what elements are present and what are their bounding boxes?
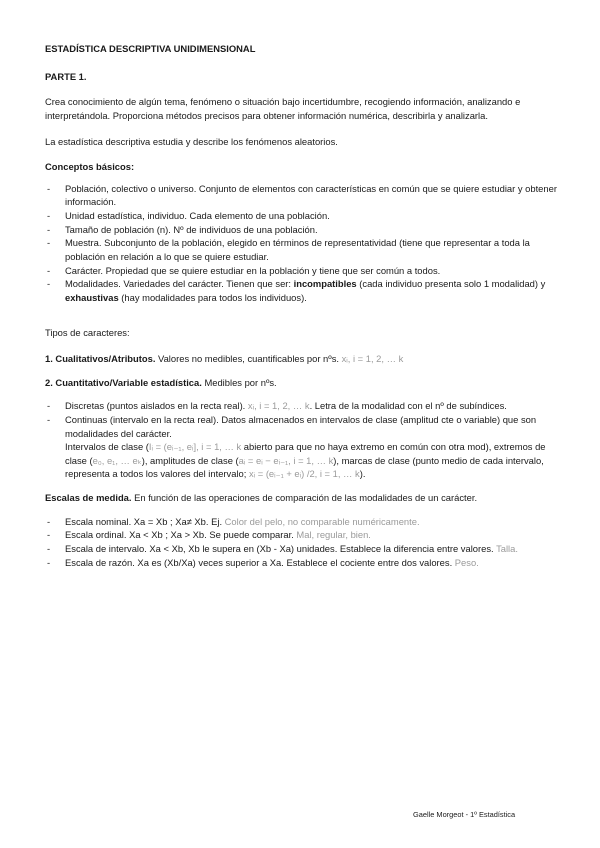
- modalidades-incompatibles: incompatibles: [293, 278, 357, 290]
- escala-ordinal-example: Mal, regular, bien.: [296, 529, 371, 541]
- list-item: - Población, colectivo o universo. Conjunto de elementos con características en común que se quiere estudiar y obtener información.: [45, 182, 565, 209]
- modalidades-text-c: (cada individuo presenta solo 1 modalidad) y: [356, 278, 546, 290]
- continuas-text-f: ).: [359, 468, 366, 480]
- conceptos-list: [45, 182, 565, 305]
- extremos-formula: e₀, e₁, … eₖ: [92, 454, 142, 466]
- escala-intervalo-text: Escala de intervalo. Xa < Xb, Xb le supera en (Xb - Xa) unidades. Establece la diferencia entre valores.: [65, 542, 497, 554]
- continuas-text-c: abierto para que no haya extremo en común con otra mod), extremos de clase (: [65, 441, 546, 466]
- conceptos-heading: Conceptos básicos:: [45, 161, 135, 173]
- discretas-text-b: . Letra de la modalidad con el nº de subíndices.: [309, 400, 507, 412]
- discretas-formula: xᵢ, i = 1, 2, … k: [247, 400, 310, 412]
- cuantitativo-label: 2. Cuantitativo/Variable estadística.: [45, 376, 202, 388]
- list-item: - Muestra. Subconjunto de la población, elegido en términos de representatividad (tiene que representar a toda la población en relación a lo que se quiere estudiar.: [45, 236, 565, 263]
- escalas-list: [45, 515, 565, 570]
- cualitativos-line: [45, 352, 565, 366]
- escala-intervalo-example: Talla.: [496, 542, 518, 554]
- discretas-text: Discretas (puntos aislados en la recta real).: [65, 400, 248, 412]
- amplitudes-formula: aᵢ = eᵢ − eᵢ₋₁, i = 1, … k: [238, 454, 334, 466]
- list-item: - Carácter. Propiedad que se quiere estudiar en la población y tiene que ser común a todos.: [45, 264, 565, 278]
- intro-paragraph-2: La estadística descriptiva estudia y describe los fenómenos aleatorios.: [45, 135, 338, 147]
- tipos-heading: Tipos de caracteres:: [45, 327, 130, 339]
- cualitativos-text: Valores no medibles, cuantificables por nºs.: [155, 353, 342, 364]
- escalas-text: En función de las operaciones de comparación de las modalidades de un carácter.: [131, 492, 478, 503]
- continuas-text: Continuas (intervalo en la recta real). Datos almacenados en intervalos de clase (amplitud cte o variable) que son modalidades del carácter.: [65, 413, 537, 439]
- modalidades-text-a: Modalidades. Variedades del carácter. Tienen que ser:: [65, 278, 294, 290]
- marcas-formula: xᵢ = (eᵢ₋₁ + eᵢ) /2, i = 1, … k: [248, 468, 360, 480]
- cualitativos-formula: xᵢ, i = 1, 2, … k: [341, 353, 404, 364]
- document-page: [45, 42, 565, 569]
- escala-razon-example: Peso.: [454, 556, 479, 568]
- cualitativos-label: 1. Cualitativos/Atributos.: [45, 353, 156, 364]
- list-item: - Tamaño de población (n). Nº de individuos de una población.: [45, 223, 565, 237]
- intervalos-formula: Iᵢ = (eᵢ₋₁, eᵢ], i = 1, … k: [148, 441, 242, 453]
- cuantitativo-list: [45, 399, 565, 481]
- list-item-modalidades: [45, 277, 565, 304]
- continuas-text-d: ), amplitudes de clase (: [141, 454, 239, 466]
- list-item-escala-ordinal: [45, 528, 565, 542]
- cuantitativo-line: [45, 376, 565, 390]
- escala-ordinal-text: Escala ordinal. Xa < Xb ; Xa > Xb. Se puede comparar.: [65, 529, 297, 541]
- list-item-escala-nominal: [45, 515, 565, 529]
- intro-paragraph: Crea conocimiento de algún tema, fenómeno o situación bajo incertidumbre, recogiendo información, analizando e interpretándola. Proporciona métodos precisos para obtener información numérica, describirla y analizarla.: [45, 96, 521, 121]
- modalidades-text-e: (hay modalidades para todos los individuos).: [118, 291, 307, 303]
- list-item: - Unidad estadística, individuo. Cada elemento de una población.: [45, 209, 565, 223]
- cuantitativo-text: Medibles por nºs.: [201, 376, 277, 388]
- continuas-text-b: Intervalos de clase (: [65, 441, 149, 453]
- page-footer: Gaelle Morgeot - 1º Estadística: [413, 810, 516, 819]
- continuas-text-e: ), marcas de clase (punto medio de cada intervalo, representa a todos los valores del intervalo;: [65, 454, 544, 480]
- list-item-escala-razon: [45, 556, 565, 570]
- escalas-label: Escalas de medida.: [45, 492, 132, 503]
- escala-razon-text: Escala de razón. Xa es (Xb/Xa) veces superior a Xa. Establece el cociente entre dos valores.: [65, 556, 455, 568]
- document-title: ESTADÍSTICA DESCRIPTIVA UNIDIMENSIONAL: [45, 43, 256, 54]
- escala-nominal-text: Escala nominal. Xa = Xb ; Xa≠ Xb. Ej.: [65, 515, 225, 527]
- escalas-line: [45, 491, 565, 505]
- modalidades-exhaustivas: exhaustivas: [65, 291, 119, 303]
- list-item-escala-intervalo: [45, 542, 565, 556]
- escala-nominal-example: Color del pelo, no comparable numéricamente.: [224, 515, 420, 527]
- part-heading: PARTE 1.: [45, 70, 87, 82]
- list-item-continuas: [45, 413, 565, 481]
- list-item-discretas: [45, 399, 565, 413]
